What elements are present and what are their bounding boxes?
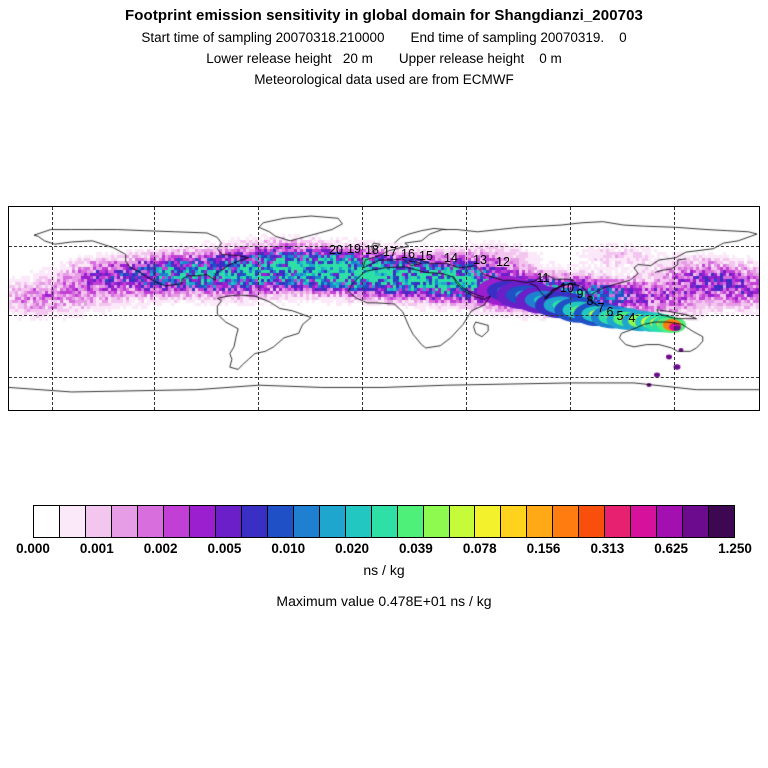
trajectory-hour-label: 4 bbox=[628, 311, 636, 325]
page-title: Footprint emission sensitivity in global domain for Shangdianzi_200703 bbox=[125, 7, 643, 24]
trajectory-hour-label: 16 bbox=[401, 247, 415, 261]
trajectory-hour-label: 15 bbox=[419, 249, 433, 263]
colorbar-cell bbox=[501, 506, 527, 537]
colorbar-cell bbox=[709, 506, 734, 537]
upper-release-height-label: Upper release height 0 m bbox=[398, 51, 562, 66]
colorbar-cell bbox=[34, 506, 60, 537]
lower-release-height-label: Lower release height 20 m bbox=[206, 51, 373, 66]
colorbar-cell bbox=[138, 506, 164, 537]
colorbar-tick-label: 0.001 bbox=[79, 541, 114, 556]
colorbar-cell bbox=[86, 506, 112, 537]
colorbar-cell bbox=[398, 506, 424, 537]
trajectory-hour-label: 13 bbox=[473, 253, 487, 267]
trajectory-hour-label: 11 bbox=[536, 271, 550, 285]
colorbar-cell bbox=[164, 506, 190, 537]
colorbar-cell bbox=[450, 506, 476, 537]
start-time-label: Start time of sampling 20070318.210000 bbox=[141, 30, 385, 45]
gridline-lon-60w bbox=[258, 207, 259, 410]
trajectory-hour-label: 8 bbox=[586, 294, 594, 308]
colorbar-tick-label: 0.625 bbox=[654, 541, 689, 556]
colorbar-tick-label: 0.002 bbox=[143, 541, 178, 556]
colorbar-tick-label: 0.156 bbox=[526, 541, 561, 556]
colorbar-cell bbox=[579, 506, 605, 537]
colorbar-cell bbox=[553, 506, 579, 537]
trajectory-hour-label: 14 bbox=[444, 251, 458, 265]
gridline-lon-60e bbox=[570, 207, 571, 410]
colorbar-cell bbox=[268, 506, 294, 537]
colorbar-cell bbox=[475, 506, 501, 537]
trajectory-hour-label: 6 bbox=[606, 305, 614, 319]
gridline-lon-20e bbox=[466, 207, 467, 410]
colorbar-cell bbox=[242, 506, 268, 537]
colorbar-cell bbox=[527, 506, 553, 537]
footprint-heatmap-canvas bbox=[9, 207, 759, 410]
gridline-lon-100e bbox=[674, 207, 675, 410]
trajectory-hour-label: 20 bbox=[329, 243, 343, 257]
colorbar-gradient bbox=[33, 505, 735, 538]
trajectory-hour-label: 12 bbox=[496, 255, 510, 269]
trajectory-hour-label: 9 bbox=[576, 287, 584, 301]
colorbar-tick-label: 0.039 bbox=[399, 541, 433, 556]
gridline-lat-0 bbox=[9, 377, 759, 378]
colorbar-cell bbox=[372, 506, 398, 537]
met-data-label: Meteorological data used are from ECMWF bbox=[254, 72, 514, 87]
colorbar-cell bbox=[60, 506, 86, 537]
colorbar-tick-labels bbox=[16, 541, 752, 557]
colorbar-cell bbox=[657, 506, 683, 537]
trajectory-hour-label: 19 bbox=[347, 242, 361, 256]
colorbar-tick-label: 0.313 bbox=[590, 541, 625, 556]
trajectory-hour-label: 17 bbox=[383, 245, 397, 259]
colorbar-tick-label: 0.010 bbox=[271, 541, 306, 556]
colorbar-cell bbox=[631, 506, 657, 537]
gridline-lon-150w bbox=[52, 207, 53, 410]
colorbar-cell bbox=[605, 506, 631, 537]
gridline-lon-20w bbox=[362, 207, 363, 410]
trajectory-hour-label: 10 bbox=[560, 281, 574, 295]
colorbar-cell bbox=[346, 506, 372, 537]
colorbar-tick-label: 1.250 bbox=[718, 541, 752, 556]
sampling-times-line bbox=[0, 30, 768, 45]
global-footprint-map bbox=[8, 206, 760, 411]
maximum-value-label: Maximum value 0.478E+01 ns / kg bbox=[276, 593, 492, 609]
gridline-lat-30n bbox=[9, 315, 759, 316]
colorbar-cell bbox=[294, 506, 320, 537]
gridline-lon-100w bbox=[154, 207, 155, 410]
colorbar-cell bbox=[424, 506, 450, 537]
colorbar-tick-label: 0.000 bbox=[16, 541, 50, 556]
colorbar-cell bbox=[683, 506, 709, 537]
colorbar-tick-label: 0.020 bbox=[335, 541, 369, 556]
trajectory-hour-label: 18 bbox=[365, 243, 379, 257]
colorbar-cell bbox=[216, 506, 242, 537]
colorbar-cell bbox=[190, 506, 216, 537]
release-height-line bbox=[0, 51, 768, 66]
trajectory-hour-label: 5 bbox=[616, 309, 624, 323]
colorbar-tick-label: 0.078 bbox=[462, 541, 497, 556]
end-time-label: End time of sampling 20070319. 0 bbox=[410, 30, 627, 45]
chart-header bbox=[0, 0, 768, 87]
colorbar bbox=[16, 505, 752, 556]
colorbar-units-label: ns / kg bbox=[363, 562, 405, 578]
colorbar-tick-label: 0.005 bbox=[207, 541, 242, 556]
colorbar-cell bbox=[320, 506, 346, 537]
trajectory-hour-label: 7 bbox=[597, 301, 605, 315]
colorbar-cell bbox=[112, 506, 138, 537]
